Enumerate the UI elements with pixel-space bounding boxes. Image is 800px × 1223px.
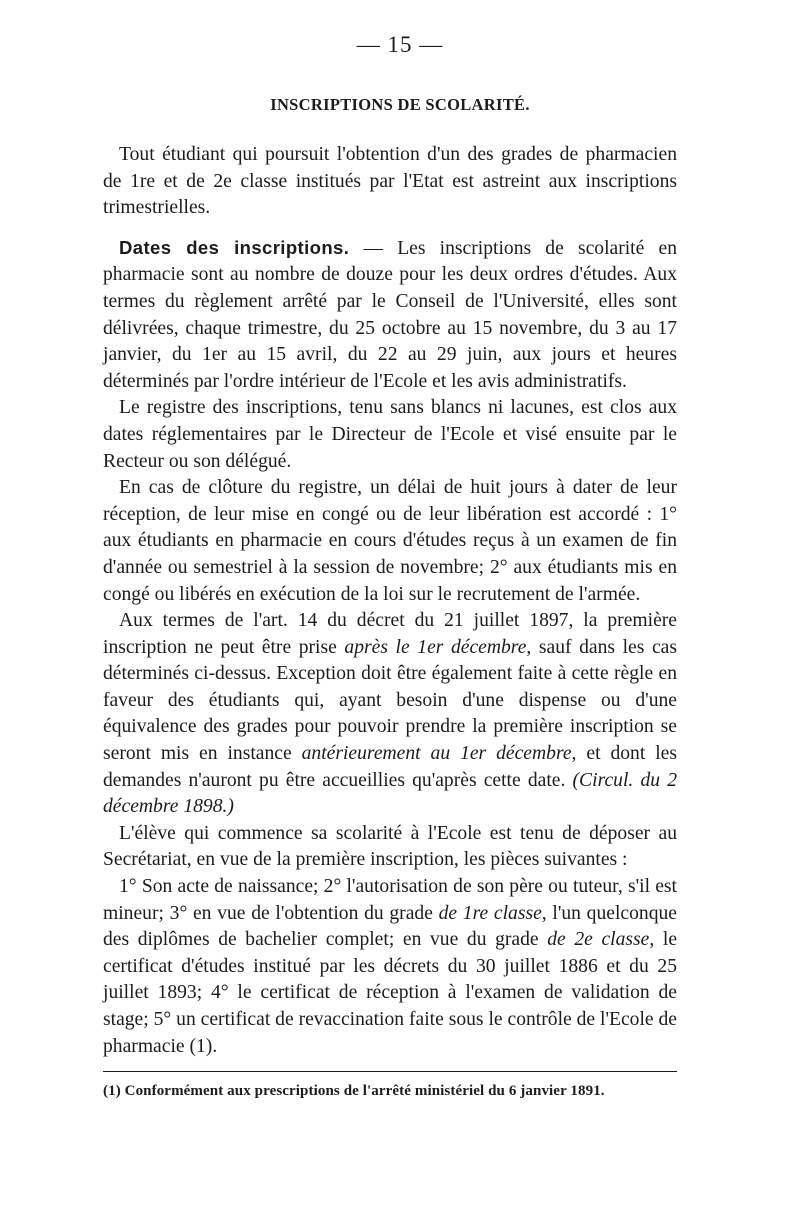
decret-italic-1: après le 1er décembre (344, 636, 527, 658)
body-text (103, 142, 677, 1060)
paragraph-eleve: L'élève qui commence sa scolarité à l'Ecole est tenu de déposer au Secrétariat, en vue de la première inscription, les pièces suivantes : (103, 822, 677, 871)
page-number: — 15 — (356, 32, 444, 57)
paragraph-pieces (103, 874, 677, 1060)
pieces-italic-1: de 1re classe (438, 902, 542, 924)
footnote-rule (103, 1071, 677, 1072)
decret-text-a: Aux termes de l'art. 14 du décret du 21 juillet 1897, la première inscription ne peut être prise (103, 610, 677, 658)
decret-italic-3: (Circul. du 2 décembre 1898.) (103, 769, 677, 818)
decret-text-b: , sauf dans les cas déterminés ci-dessus. Exception doit être également faite à cette règle en faveur des étudiants qui, ayant besoin d'une dispense ou d'une équivalence des grades pour pouvoir prendre la première inscription se seront mis en instance (103, 636, 677, 765)
pieces-text-a: 1° Son acte de naissance; 2° l'autorisation de son père ou tuteur, s'il est mineur; 3° en vue de l'obtention du grade (103, 876, 677, 924)
decret-text-c: , et dont les demandes n'auront pu être accueillies qu'après cette date. (103, 743, 677, 791)
paragraph-dates (103, 235, 677, 396)
runin-heading: Dates des inscriptions. (119, 236, 350, 258)
decret-italic-2: antérieurement au 1er décembre (301, 743, 572, 765)
paragraph-registre: Le registre des inscriptions, tenu sans blancs ni lacunes, est clos aux dates réglementaires par le Directeur de l'Ecole et visé ensuite par le Recteur ou son délégué. (103, 397, 677, 472)
paragraph-dates-text: — Les inscriptions de scolarité en pharmacie sont au nombre de douze pour les deux ordres d'études. Aux termes du règlement arrêté par le Conseil de l'Université, elles sont délivrées, chaque trimestre, du 25 octobre au 15 novembre, du 3 au 17 janvier, du 1er au 15 avril, du 22 au 29 juin, aux jours et heures déterminés par l'ordre intérieur de l'Ecole et les avis administratifs. (103, 237, 677, 392)
paragraph-intro: Tout étudiant qui poursuit l'obtention d'un des grades de pharmacien de 1re et de 2e classe institués par l'Etat est astreint aux inscriptions trimestrielles. (103, 144, 677, 219)
pieces-text-c: , le certificat d'études institué par les décrets du 30 juillet 1886 et du 25 juillet 1893; 4° le certificat de réception à l'examen de validation de stage; 5° un certificat de revaccination faite sous le contrôle de l'Ecole de pharmacie (1). (103, 929, 678, 1057)
pieces-italic-2: de 2e classe (547, 929, 650, 951)
paragraph-cloture: En cas de clôture du registre, un délai de huit jours à dater de leur réception, de leur mise en congé ou de leur libération est accordé : 1° aux étudiants en pharmacie en cours d'études reçus à un examen de fin d'année ou semestriel à la session de novembre; 2° aux étudiants mis en congé ou libérés en exécution de la loi sur le recrutement de l'armée. (103, 477, 677, 605)
paragraph-decret (103, 608, 677, 821)
footnote: (1) Conformément aux prescriptions de l'arrêté ministériel du 6 janvier 1891. (103, 1083, 605, 1099)
pieces-text-b: , l'un quelconque des diplômes de bachelier complet; en vue du grade (103, 902, 677, 951)
section-heading: INSCRIPTIONS DE SCOLARITÉ. (270, 95, 530, 114)
